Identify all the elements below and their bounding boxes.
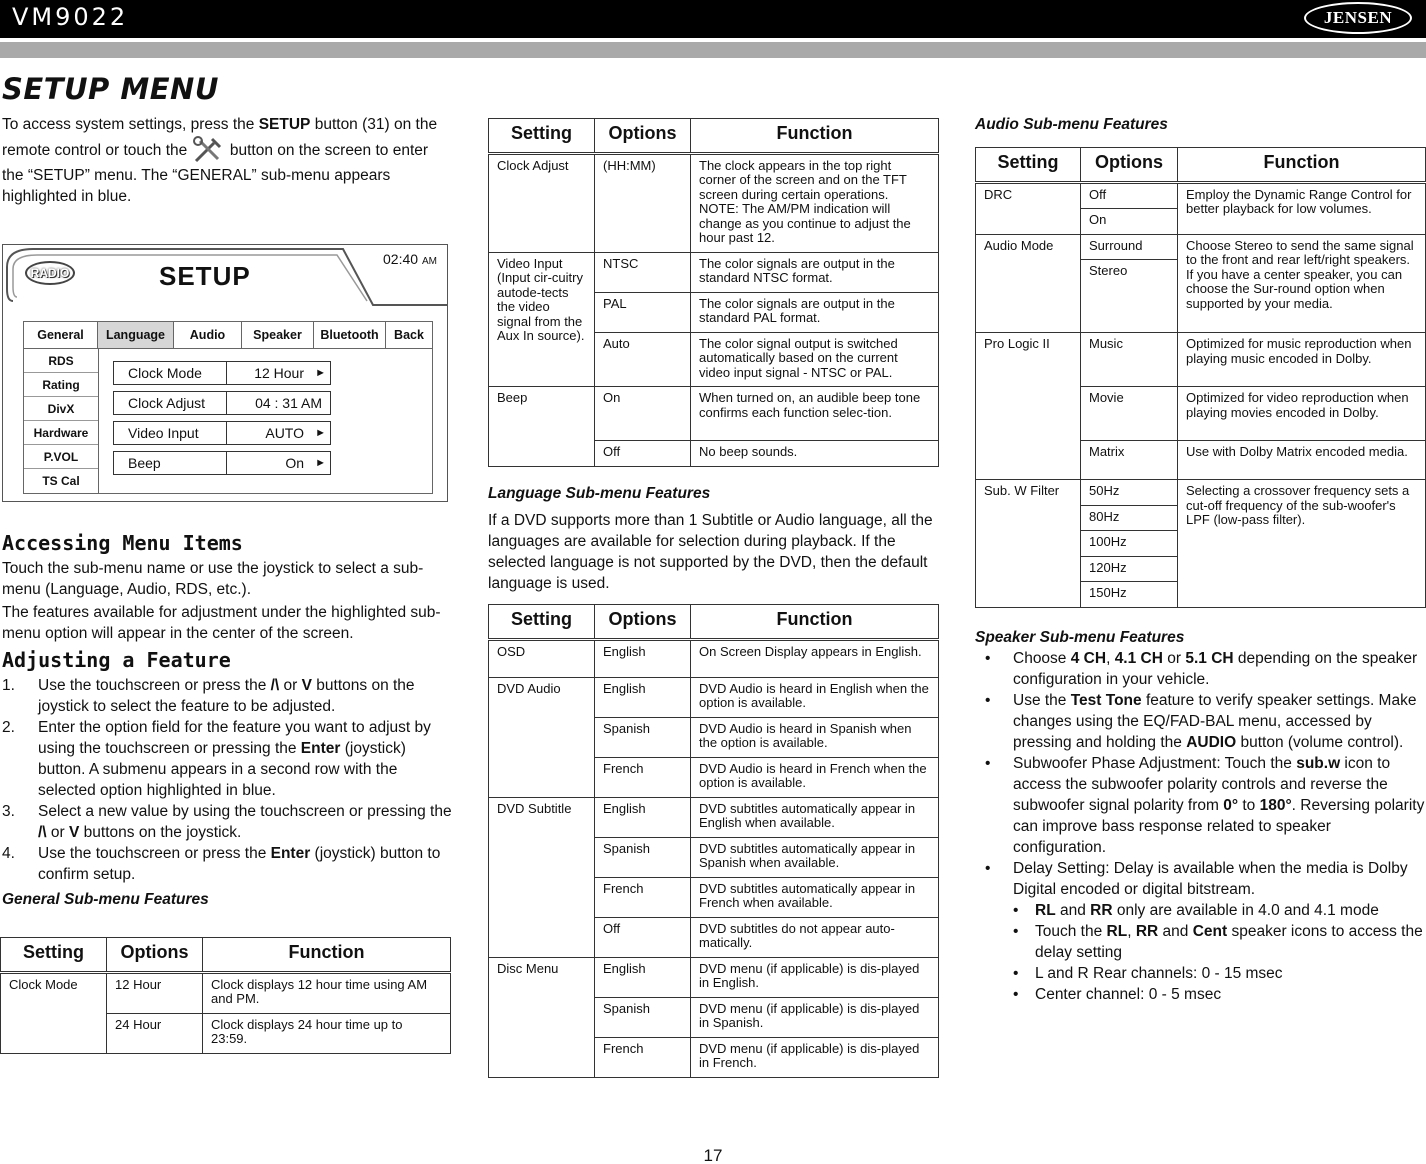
list-item <box>975 858 1425 900</box>
step-text: buttons on the joystick to select the feature to be adjusted. <box>38 677 415 715</box>
option-label: Beep <box>128 455 161 471</box>
intro-setup-word: SETUP <box>258 116 311 133</box>
option-divider <box>226 362 227 384</box>
cell-function: DVD subtitles automatically appear in English when available. <box>691 797 939 837</box>
bullet-text: and <box>1158 923 1193 940</box>
step-text: Enter the option field for the feature you want to adjust by using the touchscreen or pressing the <box>38 719 431 757</box>
bullet-icon: • <box>985 755 991 772</box>
cell-function: When turned on, an audible beep tone confirms each function selec-tion. <box>691 387 939 441</box>
header-setting: Setting <box>976 148 1081 183</box>
step-text: Use the touchscreen or press the <box>38 845 271 862</box>
step-number: 2. <box>2 719 15 736</box>
step-number: 4. <box>2 845 15 862</box>
language-heading: Language Sub-menu Features <box>488 485 711 502</box>
list-item <box>2 843 452 885</box>
header-options: Options <box>107 938 203 973</box>
header-options: Options <box>1081 148 1178 183</box>
bullet-icon: • <box>1013 923 1019 940</box>
arrow-right-icon[interactable]: ► <box>315 427 326 439</box>
adjusting-steps <box>2 675 452 885</box>
cell-function: DVD subtitles do not appear auto-matically. <box>691 917 939 957</box>
general-table-wrap <box>0 937 451 1054</box>
option-label: Video Input <box>128 425 199 441</box>
table-row <box>489 639 939 677</box>
cell-option: 24 Hour <box>107 1013 203 1053</box>
bullet-text: feature to verify speaker settings. Make changes using the EQ/FAD-BAL menu, accessed by pressing and holding the <box>1013 692 1417 751</box>
audio-table <box>975 147 1426 608</box>
cell-function: Selecting a crossover frequency sets a cut-off frequency of the sub-woofer's LPF (low-pass filter). <box>1178 480 1426 608</box>
cell-setting: Clock Adjust <box>489 153 595 252</box>
jensen-logo: JENSEN <box>1304 2 1412 34</box>
cell-setting: Beep <box>489 387 595 467</box>
cell-option: 80Hz <box>1081 505 1178 531</box>
step-text: or <box>46 824 70 841</box>
cell-option: Off <box>1081 182 1178 209</box>
clock-ampm: AM <box>421 256 437 267</box>
cell-option: Matrix <box>1081 441 1178 480</box>
cell-function: The color signals are output in the standard NTSC format. <box>691 252 939 292</box>
cell-function: Employ the Dynamic Range Control for better playback for low volumes. <box>1178 182 1426 234</box>
general-table-2-wrap <box>488 118 939 467</box>
speaker-section <box>975 627 1425 1005</box>
cell-option: On <box>1081 209 1178 235</box>
cell-function: Optimized for video reproduction when playing movies encoded in Dolby. <box>1178 387 1426 441</box>
header-function: Function <box>691 605 939 640</box>
bullet-bold: RR <box>1135 923 1159 940</box>
cell-option: Music <box>1081 333 1178 387</box>
table-row <box>489 797 939 837</box>
bullet-bold: AUDIO <box>1186 734 1237 751</box>
bullet-text: , <box>1127 923 1136 940</box>
list-item <box>2 717 452 801</box>
header-rule <box>0 42 1426 58</box>
language-table <box>488 604 939 1078</box>
bullet-text: Subwoofer Phase Adjustment: Touch the <box>1013 755 1297 772</box>
bullet-icon: • <box>1013 986 1019 1003</box>
table-row <box>1 972 451 1013</box>
page-title: SETUP MENU <box>2 72 219 106</box>
bullet-bold: RL <box>1106 923 1128 940</box>
cell-function: Clock displays 12 hour time using AM and PM. <box>203 972 451 1013</box>
language-intro <box>488 483 940 596</box>
bullet-text: speaker icons to access the delay setting <box>1035 923 1423 961</box>
header-setting: Setting <box>489 119 595 154</box>
language-table-wrap <box>488 604 939 1078</box>
cell-option: Auto <box>595 332 691 387</box>
tab-audio[interactable]: Audio <box>174 322 242 348</box>
table-row <box>976 182 1426 209</box>
cell-function: Clock displays 24 hour time up to 23:59. <box>203 1013 451 1053</box>
audio-table-wrap <box>975 147 1426 608</box>
option-clock-adjust[interactable] <box>113 391 331 415</box>
bullet-text: button (volume control). <box>1236 734 1404 751</box>
sidebar-item-rds[interactable]: RDS <box>24 349 98 373</box>
bullet-text: icon to access the subwoofer polarity controls and reverse the subwoofer signal polarity from <box>1013 755 1391 814</box>
bullet-text: Center channel: 0 - 5 msec <box>1035 986 1222 1003</box>
accessing-p2: The features available for adjustment under the highlighted sub-menu option will appear in the center of the screen. <box>2 604 441 642</box>
page-number: 17 <box>703 1146 723 1164</box>
delay-sublist <box>975 900 1425 1005</box>
cell-option: Off <box>595 441 691 467</box>
header-function: Function <box>691 119 939 154</box>
cell-setting: Audio Mode <box>976 234 1081 333</box>
model-number: VM9022 <box>12 3 129 31</box>
step-number: 1. <box>2 677 15 694</box>
cell-setting: Pro Logic II <box>976 333 1081 480</box>
cell-function: Use with Dolby Matrix encoded media. <box>1178 441 1426 480</box>
header-setting: Setting <box>489 605 595 640</box>
arrow-right-icon[interactable]: ► <box>315 367 326 379</box>
bullet-bold: 180° <box>1259 797 1292 814</box>
option-divider <box>226 422 227 444</box>
cell-function: DVD menu (if applicable) is dis-played in English. <box>691 957 939 997</box>
step-text: (joystick) button. A submenu appears in a second row with the selected option highlighted in blue. <box>38 740 406 799</box>
bullet-bold: 5.1 CH <box>1185 650 1234 667</box>
language-paragraph: If a DVD supports more than 1 Subtitle or Audio language, all the languages are available for selection during playback. If the selected language is not supported by the DVD, then the default language is used. <box>488 512 933 592</box>
cell-option: Movie <box>1081 387 1178 441</box>
cell-option: French <box>595 1037 691 1077</box>
cell-setting: DVD Subtitle <box>489 797 595 957</box>
header-function: Function <box>203 938 451 973</box>
cell-option: (HH:MM) <box>595 153 691 252</box>
clock-display <box>383 251 437 267</box>
bullet-text: only are available in 4.0 and 4.1 mode <box>1112 902 1379 919</box>
cell-option: Spanish <box>595 997 691 1037</box>
cell-option: English <box>595 957 691 997</box>
sidebar-item-rating[interactable]: Rating <box>24 373 98 397</box>
list-item <box>975 753 1425 858</box>
cell-function: On Screen Display appears in English. <box>691 639 939 677</box>
bullet-text: to <box>1238 797 1260 814</box>
column-left-lower <box>2 533 452 916</box>
option-value: On <box>285 455 304 471</box>
sidebar-item-divx[interactable]: DivX <box>24 397 98 421</box>
step-bold: /\ <box>270 677 280 694</box>
column-left <box>2 114 450 209</box>
tab-bluetooth[interactable]: Bluetooth <box>314 322 386 348</box>
cell-setting: Sub. W Filter <box>976 480 1081 608</box>
cell-option: French <box>595 877 691 917</box>
setup-screen-illustration <box>2 244 448 502</box>
step-bold: Enter <box>270 845 311 862</box>
option-value: AUTO <box>265 425 304 441</box>
accessing-heading: Accessing Menu Items <box>2 531 243 555</box>
bullet-bold: 0° <box>1223 797 1239 814</box>
cell-option: English <box>595 797 691 837</box>
bullet-icon: • <box>985 650 991 667</box>
cell-function: The color signal output is switched automatically based on the current video input signal - NTSC or PAL. <box>691 332 939 387</box>
cell-function: DVD subtitles automatically appear in French when available. <box>691 877 939 917</box>
clock-time: 02:40 <box>383 251 419 267</box>
option-label: Clock Mode <box>128 365 202 381</box>
intro-paragraph <box>2 114 450 207</box>
table-row <box>976 234 1426 260</box>
table-row <box>489 677 939 717</box>
setup-tools-icon <box>192 135 226 165</box>
adjusting-heading: Adjusting a Feature <box>2 648 231 672</box>
tab-language[interactable]: Language <box>98 322 174 348</box>
table-row <box>489 387 939 441</box>
header-bar <box>0 0 1426 38</box>
setup-tab-row <box>23 321 433 349</box>
cell-option: NTSC <box>595 252 691 292</box>
cell-function: The clock appears in the top right corner of the screen and on the TFT screen during certain operations. NOTE: The AM/PM indication will change as you continue to adjust the hour past 12. <box>691 153 939 252</box>
table-row <box>489 957 939 997</box>
sidebar-item-pvol[interactable]: P.VOL <box>24 445 98 469</box>
step-bold: V <box>301 677 312 694</box>
cell-setting: Video Input (Input cir-cuitry autode-tects the video signal from the Aux In source). <box>489 252 595 387</box>
tab-back[interactable]: Back <box>394 328 424 342</box>
option-clock-mode[interactable] <box>113 361 331 385</box>
table-row <box>489 153 939 252</box>
cell-setting: DVD Audio <box>489 677 595 797</box>
cell-option: 150Hz <box>1081 582 1178 608</box>
bullet-icon: • <box>1013 965 1019 982</box>
cell-setting: DRC <box>976 182 1081 234</box>
list-item <box>975 648 1425 690</box>
cell-function: Optimized for music reproduction when playing music encoded in Dolby. <box>1178 333 1426 387</box>
cell-function: DVD Audio is heard in English when the option is available. <box>691 677 939 717</box>
cell-option: On <box>595 387 691 441</box>
intro-text-2: button (31) on the remote control or touch the <box>2 116 438 159</box>
cell-function: No beep sounds. <box>691 441 939 467</box>
bullet-text: Delay Setting: Delay is available when the media is Dolby Digital encoded or digital bitstream. <box>1013 860 1408 898</box>
tab-general[interactable]: General <box>24 322 98 348</box>
general-table-continued <box>488 118 939 467</box>
header-options: Options <box>595 605 691 640</box>
bullet-bold: 4.1 CH <box>1114 650 1163 667</box>
cell-option: Stereo <box>1081 260 1178 333</box>
option-label: Clock Adjust <box>128 395 206 411</box>
list-item <box>975 900 1425 921</box>
cell-option: 100Hz <box>1081 531 1178 557</box>
general-table <box>0 937 451 1054</box>
cell-option: English <box>595 639 691 677</box>
setup-heading: SETUP <box>159 261 251 291</box>
audio-heading: Audio Sub-menu Features <box>975 116 1168 133</box>
step-text: Use the touchscreen or press the <box>38 677 271 694</box>
sidebar-item-hardware[interactable]: Hardware <box>24 421 98 445</box>
option-divider <box>226 392 227 414</box>
bullet-text: depending on the speaker configuration in your vehicle. <box>1013 650 1418 688</box>
cell-option: Spanish <box>595 717 691 757</box>
cell-option: Off <box>595 917 691 957</box>
list-item <box>2 675 452 717</box>
cell-function: DVD subtitles automatically appear in Spanish when available. <box>691 837 939 877</box>
speaker-list <box>975 648 1425 900</box>
header-function: Function <box>1178 148 1426 183</box>
cell-option: Surround <box>1081 234 1178 260</box>
intro-text-3: button on the screen to enter the “SETUP” menu. The “GENERAL” sub-menu appears highlighted in blue. <box>2 142 429 205</box>
bullet-bold: Test Tone <box>1070 692 1142 709</box>
cell-function: DVD menu (if applicable) is dis-played in Spanish. <box>691 997 939 1037</box>
option-value: 04 : 31 AM <box>255 395 322 411</box>
bullet-text: and <box>1055 902 1091 919</box>
step-text: (joystick) button to confirm setup. <box>38 845 441 883</box>
cell-function: DVD Audio is heard in Spanish when the option is available. <box>691 717 939 757</box>
bullet-bold: RR <box>1090 902 1113 919</box>
list-item <box>2 801 452 843</box>
bullet-bold: 4 CH <box>1070 650 1107 667</box>
audio-heading-wrap <box>975 114 1425 141</box>
general-heading: General Sub-menu Features <box>2 891 209 908</box>
bullet-bold: sub.w <box>1296 755 1341 772</box>
list-item <box>975 984 1425 1005</box>
list-item <box>975 963 1425 984</box>
step-bold: V <box>69 824 80 841</box>
table-row <box>976 480 1426 506</box>
cell-function: DVD Audio is heard in French when the option is available. <box>691 757 939 797</box>
bullet-text: Touch the <box>1035 923 1107 940</box>
option-divider <box>226 452 227 474</box>
cell-option: 120Hz <box>1081 556 1178 582</box>
header-setting: Setting <box>1 938 107 973</box>
cell-function: Choose Stereo to send the same signal to the front and rear left/right speakers. If you have a center speaker, you can choose the Sur-round option when supported by your media. <box>1178 234 1426 333</box>
bullet-text: , <box>1106 650 1115 667</box>
step-text: buttons on the joystick. <box>79 824 242 841</box>
option-beep[interactable] <box>113 451 331 475</box>
bullet-bold: RL <box>1035 902 1056 919</box>
tab-speaker[interactable]: Speaker <box>242 322 314 348</box>
option-value: 12 Hour <box>254 365 304 381</box>
bullet-text: L and R Rear channels: 0 - 15 msec <box>1035 965 1283 982</box>
step-bold: Enter <box>300 740 341 757</box>
cell-option: PAL <box>595 292 691 332</box>
cell-setting: Clock Mode <box>1 972 107 1053</box>
step-text: Select a new value by using the touchscreen or pressing the <box>38 803 452 820</box>
list-item <box>975 690 1425 753</box>
cell-option: 12 Hour <box>107 972 203 1013</box>
option-video-input[interactable] <box>113 421 331 445</box>
setup-sidebar <box>23 349 99 494</box>
cell-option: Spanish <box>595 837 691 877</box>
table-row <box>976 333 1426 387</box>
bullet-bold: Cent <box>1192 923 1228 940</box>
sidebar-item-tscal[interactable]: TS Cal <box>42 474 80 488</box>
bullet-icon: • <box>985 692 991 709</box>
cell-function: DVD menu (if applicable) is dis-played in French. <box>691 1037 939 1077</box>
cell-option: 50Hz <box>1081 480 1178 506</box>
cell-setting: OSD <box>489 639 595 677</box>
bullet-text: Use the <box>1013 692 1071 709</box>
speaker-heading: Speaker Sub-menu Features <box>975 629 1185 646</box>
bullet-text: or <box>1162 650 1186 667</box>
intro-text-1: To access system settings, press the <box>2 116 259 133</box>
arrow-right-icon[interactable]: ► <box>315 457 326 469</box>
bullet-icon: • <box>985 860 991 877</box>
step-number: 3. <box>2 803 15 820</box>
cell-function: The color signals are output in the standard PAL format. <box>691 292 939 332</box>
bullet-text: Choose <box>1013 650 1071 667</box>
header-options: Options <box>595 119 691 154</box>
bullet-icon: • <box>1013 902 1019 919</box>
cell-option: English <box>595 677 691 717</box>
radio-button[interactable]: RADIO <box>25 261 75 285</box>
accessing-p1: Touch the sub-menu name or use the joystick to select a sub-menu (Language, Audio, RDS, etc.). <box>2 560 424 598</box>
bullet-text: . Reversing polarity can improve bass response related to speaker configuration. <box>1013 797 1425 856</box>
cell-option: French <box>595 757 691 797</box>
cell-setting: Disc Menu <box>489 957 595 1077</box>
list-item <box>975 921 1425 963</box>
table-row <box>489 252 939 292</box>
step-text: or <box>279 677 302 694</box>
step-bold: /\ <box>38 824 47 841</box>
